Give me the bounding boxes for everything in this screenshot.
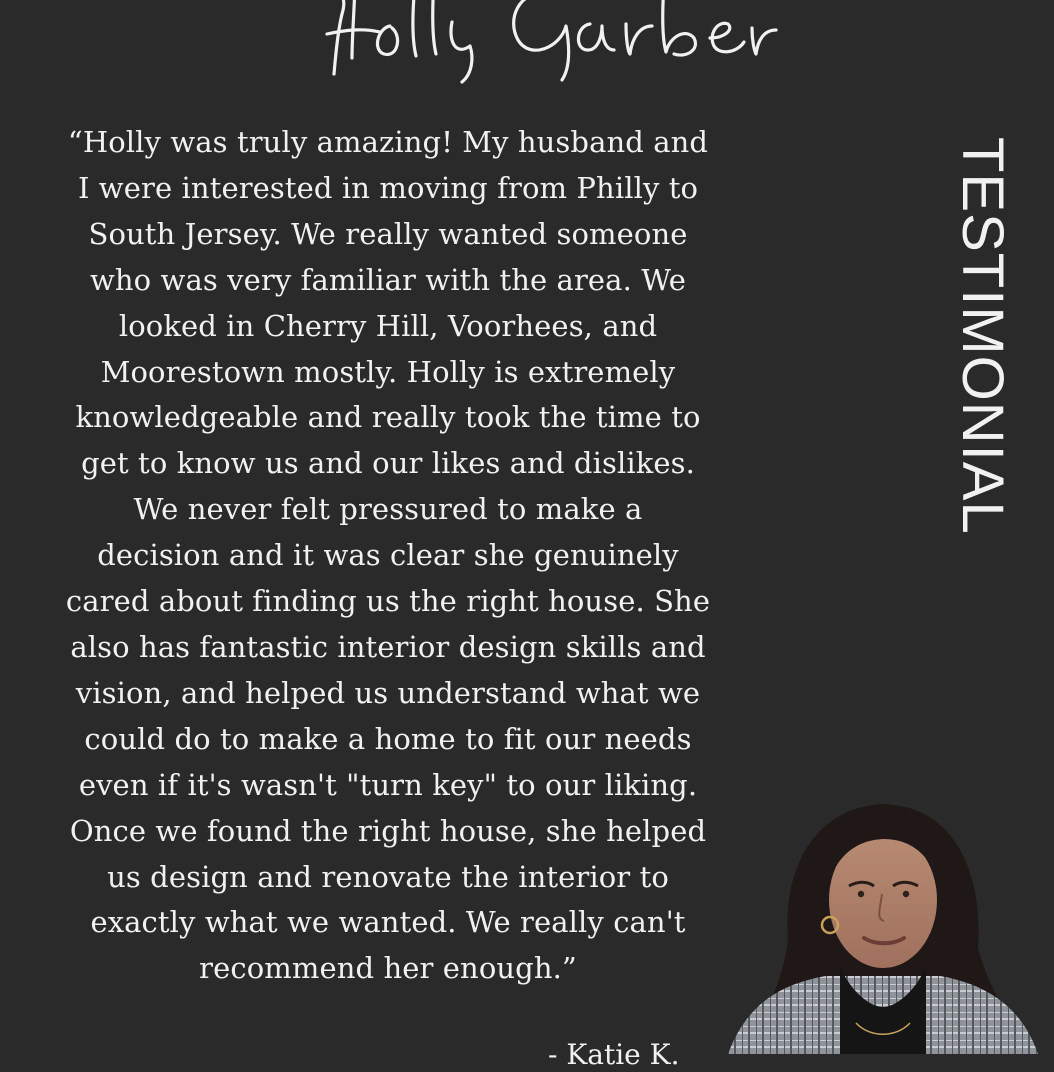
quote-line: I were interested in moving from Philly to [77,170,699,205]
quote-line: Moorestown mostly. Holly is extremely [100,354,676,389]
quote-line: We never felt pressured to make a [133,492,643,527]
quote-line: decision and it was clear she genuinely [97,538,679,573]
quote-line: us design and renovate the interior to [107,859,669,894]
quote-line: looked in Cherry Hill, Voorhees, and [118,308,658,343]
quote-line: even if it's wasn't "turn key" to our liking. [78,767,698,802]
quote-line: South Jersey. We really wanted someone [88,216,688,251]
quote-line: recommend her enough.” [199,951,577,986]
quote-line: exactly what we wanted. We really can't [90,905,686,940]
quote-line: knowledgeable and really took the time to [75,400,701,435]
signature-logo [0,0,1054,86]
quote-line: get to know us and our likes and dislikes. [81,446,695,481]
testimonial-quote [58,120,718,992]
quote-line: Once we found the right house, she helped [69,813,707,848]
agent-portrait-photo [728,788,1038,1054]
testimonial-side-label: TESTIMONIAL [950,137,1015,535]
testimonial-author: - Katie K. [548,1038,680,1071]
quote-line: vision, and helped us understand what we [75,675,701,710]
quote-line: could do to make a home to fit our needs [84,721,692,756]
quote-line: also has fantastic interior design skills and [70,629,706,664]
quote-line: cared about finding us the right house. She [65,584,711,619]
quote-line: “Holly was truly amazing! My husband and [67,125,709,159]
quote-line: who was very familiar with the area. We [89,262,687,297]
